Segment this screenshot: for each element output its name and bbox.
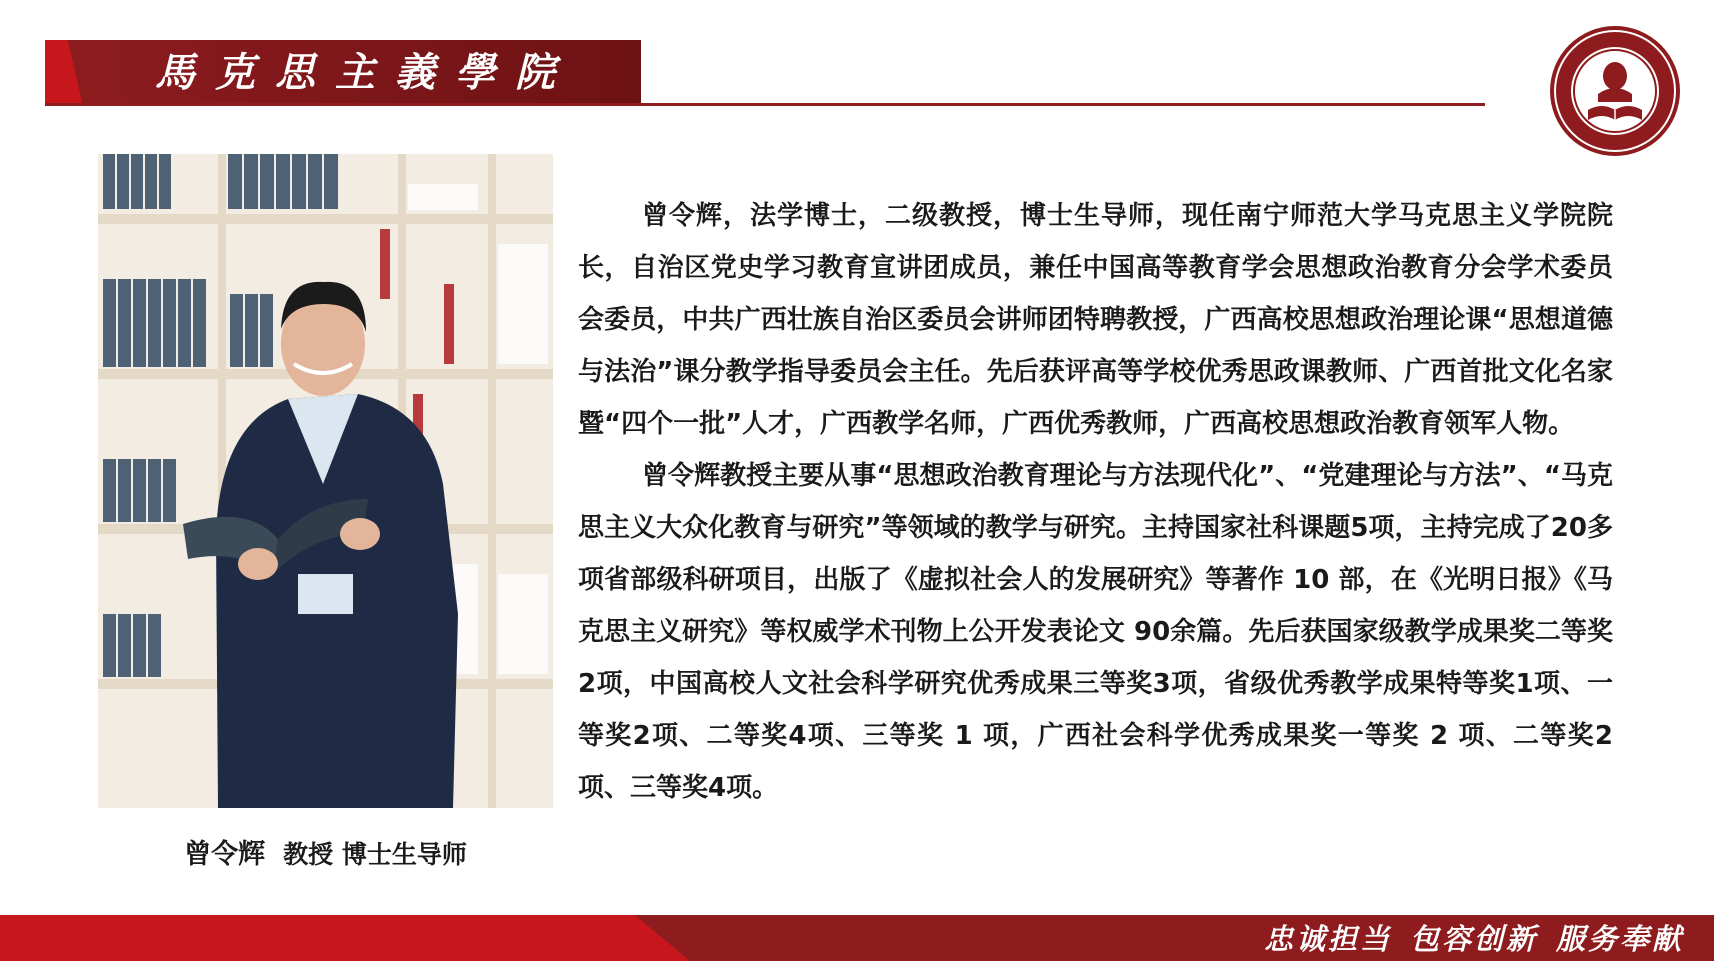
photo-caption	[98, 832, 553, 871]
motto-phrase: 包容创新	[1409, 922, 1538, 956]
caption-title: 教授 博士生导师	[283, 840, 467, 869]
header-banner	[45, 40, 641, 106]
bio-paragraph: 曾令辉教授主要从事“思想政治教育理论与方法现代化”、“党建理论与方法”、“马克思主义大众化教育与研究”等领域的教学与研究。主持国家社科课题5项，主持完成了20多项省部级科研项目，出版了《虚拟社会人的发展研究》等著作 10 部，在《光明日报》《马克思主义研究》等权威学术刊物上公开发表论文 90余篇。先后获国家级教学成果奖二等奖2项，中国高校人文社会科学研究优秀成果三等奖3项，省级优秀教学成果特等奖1项、一等奖2项、二等奖4项、三等奖 1 项，广西社会科学优秀成果奖一等奖 2 项、二等奖2项、三等奖4项。	[578, 461, 1613, 803]
footer-motto	[1246, 919, 1684, 959]
motto-phrase: 忠诚担当	[1263, 922, 1392, 956]
bio-paragraph: 曾令辉，法学博士，二级教授，博士生导师，现任南宁师范大学马克思主义学院院长，自治区党史学习教育宣讲团成员，兼任中国高等教育学会思想政治教育分会学术委员会委员，中共广西壮族自治区委员会讲师团特聘教授，广西高校思想政治理论课“思想道德与法治”课分教学指导委员会主任。先后获评高等学校优秀思政课教师、广西首批文化名家暨“四个一批”人才，广西教学名师，广西优秀教师，广西高校思想政治教育领军人物。	[578, 201, 1613, 439]
footer-accent	[0, 915, 690, 961]
caption-name: 曾令辉	[184, 839, 266, 870]
header-divider	[45, 103, 1485, 106]
motto-phrase: 服务奉献	[1555, 922, 1684, 956]
biography-text	[578, 190, 1613, 814]
college-seal-icon	[1548, 24, 1682, 158]
footer-bar	[0, 915, 1714, 961]
portrait-photo	[98, 154, 553, 808]
page-title: 馬克思主義學院	[155, 49, 575, 96]
